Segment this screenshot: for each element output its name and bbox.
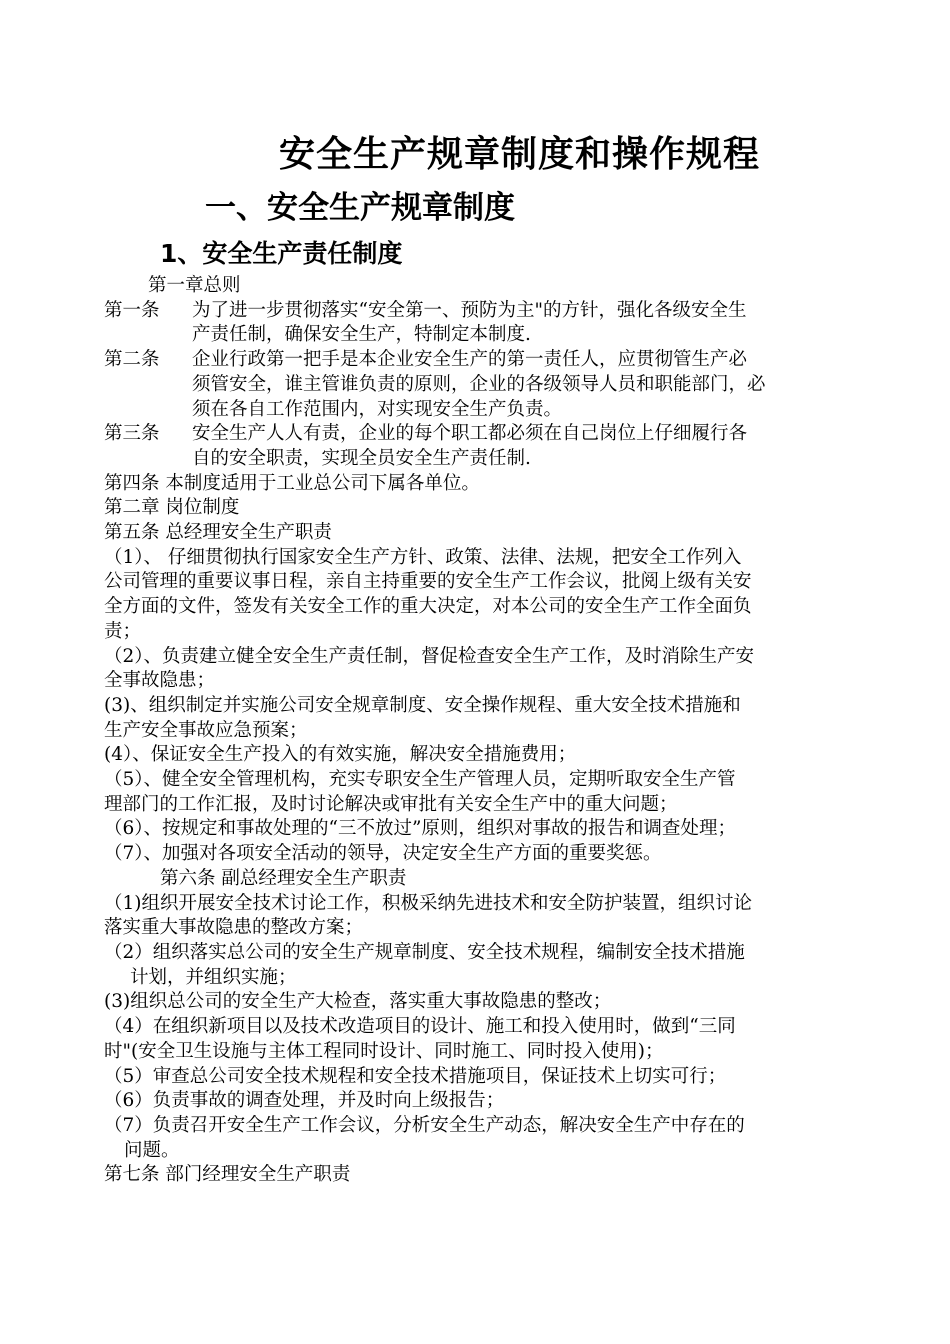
article-label: 第一条 — [104, 299, 160, 321]
item-line: （6）负责事故的调查处理，并及时向上级报告； — [104, 1090, 505, 1112]
art6-item-4 — [104, 1015, 876, 1064]
item-line: 全方面的文件，签发有关安全工作的重大决定，对本公司的安全生产工作全面负 — [104, 596, 752, 618]
item-line: (4）、保证安全生产投入的有效实施，解决安全措施费用； — [104, 744, 577, 766]
article-3 — [104, 422, 876, 471]
item-line: （1)组织开展安全技术讨论工作，积极采纳先进技术和安全防护装置，组织讨论 — [104, 892, 752, 914]
document-body — [104, 274, 876, 1188]
art5-item-7 — [104, 842, 876, 867]
item-line: 时"(安全卫生设施与主体工程同时设计、同时施工、同时投入使用)； — [104, 1040, 664, 1062]
article-5-heading: 第五条 总经理安全生产职责 — [104, 522, 332, 544]
item-line: （2）、负责建立健全安全生产责任制，督促检查安全生产工作，及时消除生产安 — [104, 645, 755, 667]
article-7-heading: 第七条 部门经理安全生产职责 — [104, 1164, 351, 1186]
article-line: 企业行政第一把手是本企业安全生产的第一责任人，应贯彻管生产必 — [192, 349, 748, 371]
item-line: （4）在组织新项目以及技术改造项目的设计、施工和投入使用时，做到“三同 — [104, 1016, 736, 1038]
chapter-heading: 第一章总则 — [148, 275, 241, 296]
article-4: 第四条 本制度适用于工业总公司下属各单位。 — [104, 472, 480, 494]
item-line: （7）、加强对各项安全活动的领导，决定安全生产方面的重要奖惩。 — [104, 843, 662, 865]
art5-item-2 — [104, 645, 876, 694]
item-line: 生产安全事故应急预案； — [104, 719, 308, 741]
item-line: 计划，并组织实施； — [130, 966, 297, 988]
item-line: (3)组织总公司的安全生产大检查，落实重大事故隐患的整改； — [104, 991, 612, 1013]
art5-item-4 — [104, 743, 876, 768]
item-line: （7）负责召开安全生产工作会议，分析安全生产动态，解决安全生产中存在的 — [104, 1114, 745, 1136]
article-line: 须在各自工作范围内，对实现安全生产负责。 — [192, 398, 563, 420]
item-line: 问题。 — [124, 1139, 180, 1161]
art6-item-3 — [104, 990, 876, 1015]
item-line: （5）、健全安全管理机构，充实专职安全生产管理人员，定期听取安全生产管 — [104, 769, 736, 791]
art6-item-7 — [104, 1114, 876, 1163]
item-line: 责； — [104, 620, 142, 642]
art6-item-5 — [104, 1065, 876, 1090]
art5-item-3 — [104, 694, 876, 743]
item-line: 全事故隐患； — [104, 670, 216, 692]
item-line: 理部门的工作汇报，及时讨论解决或审批有关安全生产中的重大问题； — [104, 793, 678, 815]
art5-item-5 — [104, 768, 876, 817]
item-line: 公司管理的重要议事日程，亲自主持重要的安全生产工作会议，批阅上级有关安 — [104, 571, 752, 593]
item-line: （6）、按规定和事故处理的“三不放过”原则，组织对事故的报告和调查处理； — [104, 818, 736, 840]
item-line: (3)、组织制定并实施公司安全规章制度、安全操作规程、重大安全技术措施和 — [104, 694, 741, 716]
section-heading: 一、安全生产规章制度 — [205, 190, 515, 226]
article-line: 须管安全，谁主管谁负责的原则，企业的各级领导人员和职能部门，必 — [192, 373, 766, 395]
art5-item-6 — [104, 817, 876, 842]
item-line: 落实重大事故隐患的整改方案； — [104, 917, 364, 939]
article-label: 第二条 — [104, 349, 160, 371]
item-line: （1）、 仔细贯彻执行国家安全生产方针、政策、法律、法规，把安全工作列入 — [104, 546, 742, 568]
article-2 — [104, 348, 876, 422]
article-line: 为了进一步贯彻落实“安全第一、预防为主"的方针，强化各级安全生 — [192, 299, 747, 321]
article-line: 安全生产人人有责，企业的每个职工都必须在自己岗位上仔细履行各 — [192, 423, 748, 445]
article-1 — [104, 299, 876, 348]
art6-item-6 — [104, 1089, 876, 1114]
chapter-heading: 第二章 岗位制度 — [104, 497, 240, 519]
item-line: （2）组织落实总公司的安全生产规章制度、安全技术规程，编制安全技术措施 — [104, 941, 745, 963]
subsection-heading: 1、安全生产责任制度 — [160, 239, 403, 268]
article-line: 产责任制，确保安全生产，特制定本制度. — [192, 324, 531, 346]
article-6-heading: 第六条 副总经理安全生产职责 — [160, 867, 407, 889]
art6-item-2 — [104, 941, 876, 990]
article-line: 自的安全职责，实现全员安全生产责任制. — [192, 447, 531, 469]
document-title: 安全生产规章制度和操作规程 — [279, 134, 761, 175]
art6-item-1 — [104, 892, 876, 941]
article-label: 第三条 — [104, 423, 160, 445]
item-line: （5）审查总公司安全技术规程和安全技术措施项目，保证技术上切实可行； — [104, 1065, 727, 1087]
art5-item-1 — [104, 546, 876, 645]
